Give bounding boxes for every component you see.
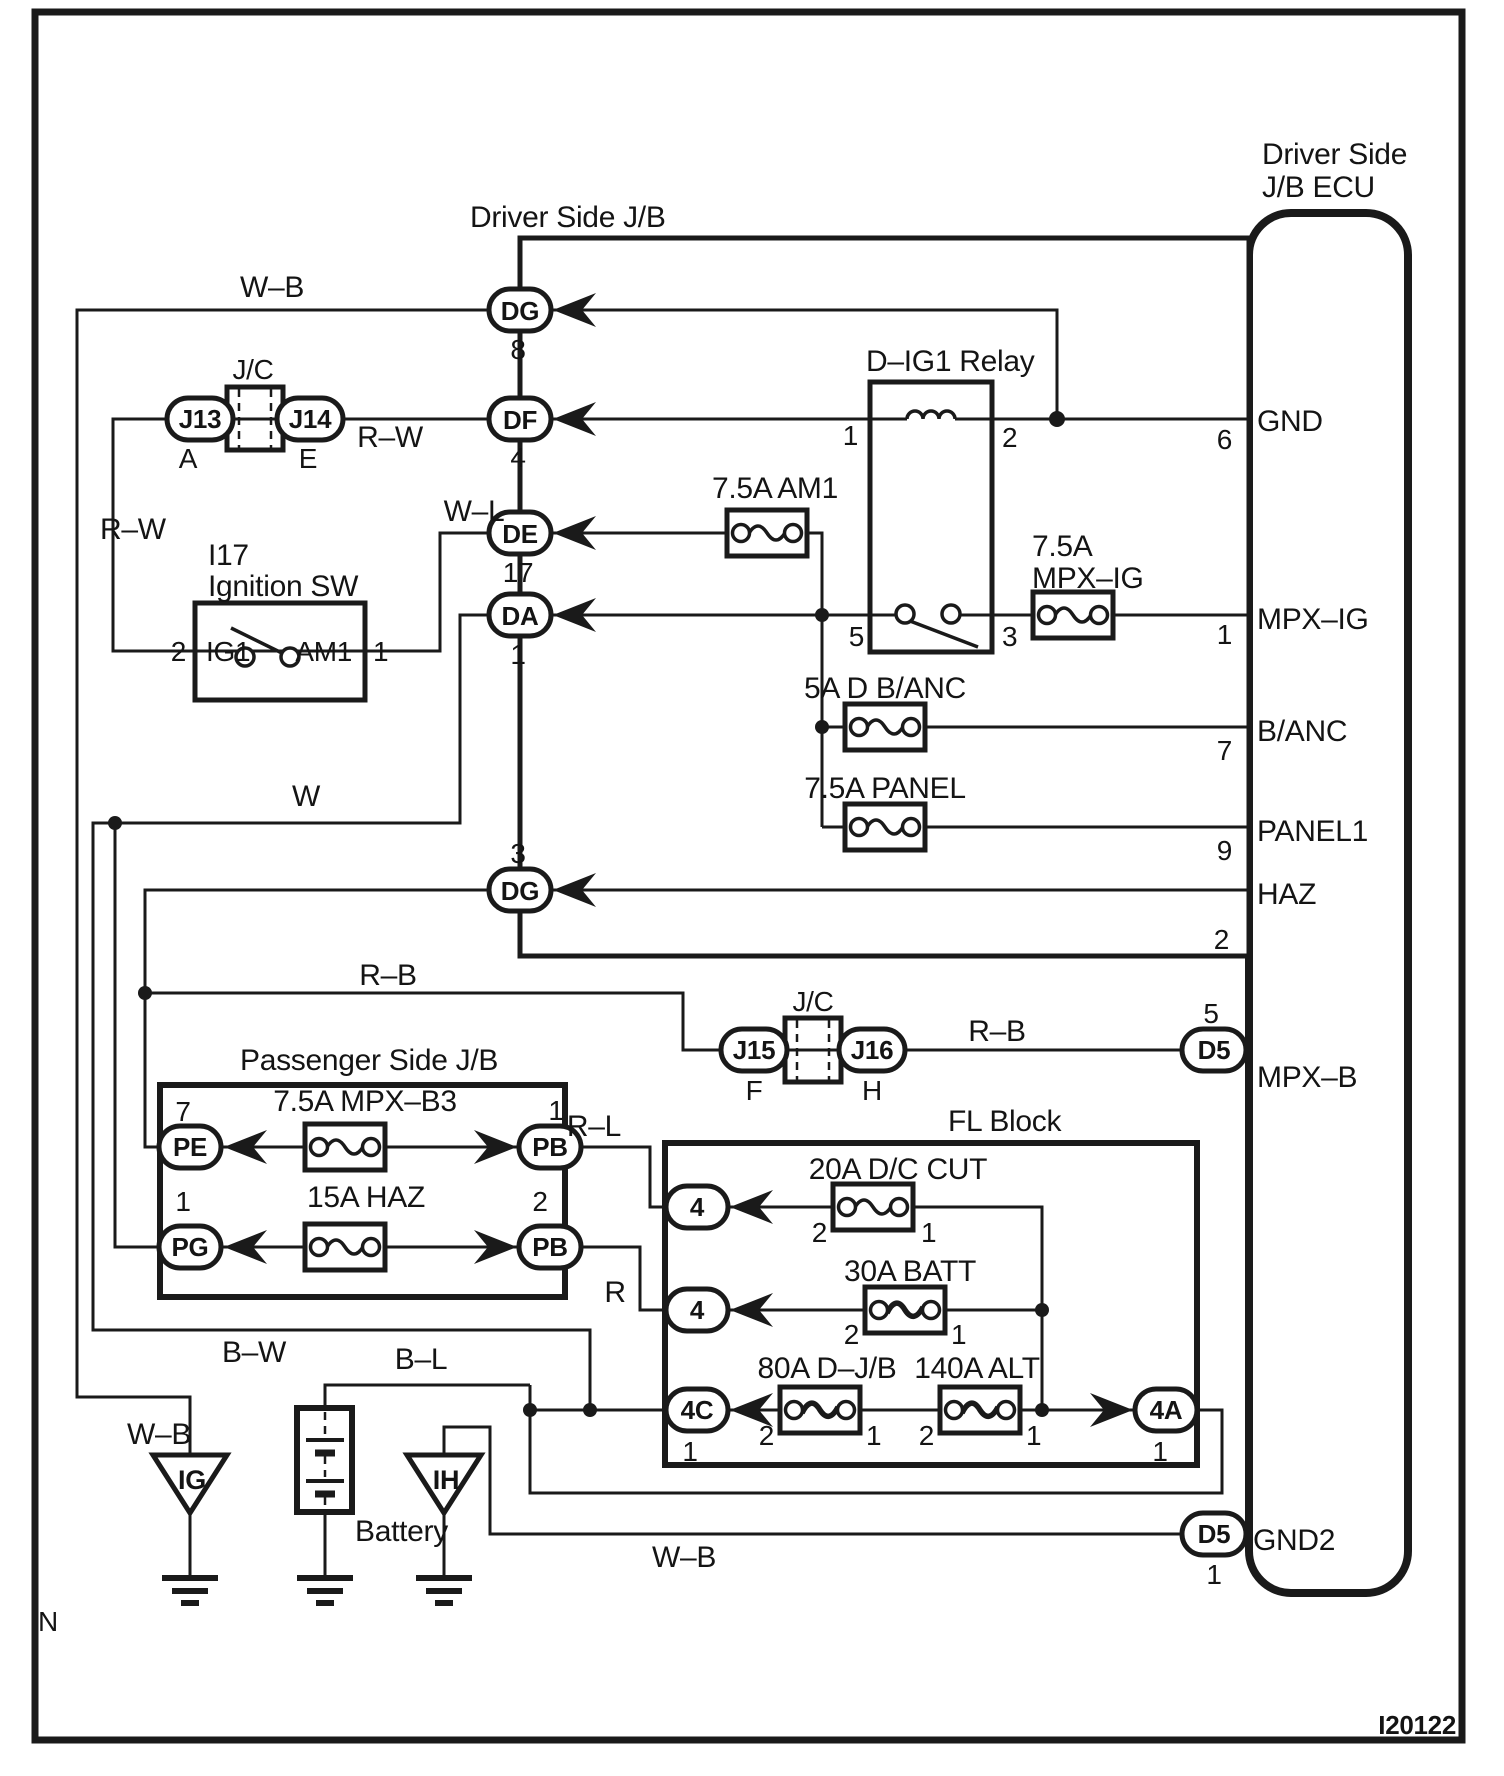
fuse-end [851,719,868,736]
fuse-dc-cut-pin-1: 1 [921,1217,937,1248]
fuse-dc-cut-pin-2: 2 [811,1217,827,1248]
connector-j15-label: J15 [732,1035,776,1065]
fuse-alt-pin-1: 1 [1026,1420,1042,1451]
jc-lower [785,1018,841,1082]
fuse-b-anc-label: 5A D B/ANC [803,672,967,705]
junction-dot [815,608,829,622]
fuse-end [946,1402,963,1419]
fuse-end [871,1302,888,1319]
fuse-end [903,719,920,736]
wire-r-l-row [221,1147,666,1207]
connector-4a-num: 1 [1152,1436,1168,1467]
jc-lower-title: J/C [792,986,834,1017]
fuse-panel-label: 7.5A PANEL [804,772,966,805]
fuse-batt-pin-1: 1 [951,1319,967,1350]
ecu-pin-num-mpx-ig: 1 [1216,619,1232,650]
fuse-end [891,1199,908,1216]
fuse-end [363,1239,380,1256]
fuse-end [1091,607,1108,624]
junction-dot [1035,1303,1049,1317]
diagram-id-code: I20122 [1378,1710,1456,1740]
ecu-pin-num-gnd: 6 [1216,424,1232,455]
ecu-title-line2: J/B ECU [1262,171,1375,204]
connector-j16-pin: H [862,1075,882,1106]
connector-pb2-label: PB [532,1232,568,1262]
connector-pg-label: PG [171,1232,209,1262]
battery [297,1408,352,1512]
corner-letter: N [38,1606,58,1637]
ignition-pin-1: 1 [373,636,389,667]
connector-j14-label: J14 [288,404,332,434]
connector-4-lower-label: 4 [689,1295,705,1325]
junction-dot [1049,411,1065,427]
fuse-end [785,525,802,542]
fuse-7-5a-panel [845,804,925,850]
ignition-name: Ignition SW [208,570,359,603]
fuse-end [903,819,920,836]
wire-w-bw-branch [93,615,590,1410]
connector-df4-label: DF [502,405,538,435]
connector-de17-label: DE [502,519,538,549]
ecu-pin-num-haz: 2 [1213,924,1229,955]
ecu-pin-num-panel1: 9 [1216,835,1232,866]
junction-dot [1035,1403,1049,1417]
d-ig1-relay [870,382,992,652]
fuse-end [838,1402,855,1419]
wire-label-bl: B–L [394,1343,448,1376]
relay-box [870,382,992,652]
connector-pb2-num: 2 [532,1186,548,1217]
fuse-d-jb-pin-2: 2 [758,1420,774,1451]
ground-symbol [416,1578,472,1603]
ecu-pin-num-b-anc: 7 [1216,735,1232,766]
wire-label-rb-left: R–B [359,959,417,992]
connector-de17-num: 17 [502,557,534,588]
connector-dg8-num: 8 [510,334,526,365]
fuse-d-jb-label: 80A D–J/B [757,1352,897,1385]
connector-pb1-label: PB [532,1132,568,1162]
ecu-pin-num-mpx-b: 5 [1203,998,1219,1029]
ignition-pin-2: 2 [170,636,186,667]
fuse-batt-label: 30A BATT [843,1255,977,1288]
wire-label-rl: R–L [566,1110,622,1143]
fuse-end [733,525,750,542]
connector-pe-num: 7 [175,1096,191,1127]
connector-j14-pin: E [298,443,318,474]
fuse-dc-cut-label: 20A D/C CUT [808,1153,988,1186]
connector-pg-num: 1 [175,1186,191,1217]
fusible-link-80a-d-jb [780,1387,860,1433]
fuse-end [786,1402,803,1419]
fuse-end [311,1139,328,1156]
ecu-pin-label-b-anc: B/ANC [1257,715,1348,748]
jc-upper-title: J/C [232,354,274,385]
relay-pin-2: 2 [1002,422,1018,453]
fuse-d-jb-pin-1: 1 [866,1420,882,1451]
fl-block-title: FL Block [948,1105,1062,1138]
ecu-pin-label-haz: HAZ [1257,878,1317,911]
ecu-pin-label-mpx-ig: MPX–IG [1257,603,1369,636]
fuse-end [363,1139,380,1156]
connector-da1-num: 1 [510,639,526,670]
fuse-mpx-ig-label2: MPX–IG [1032,562,1144,595]
connector-4c-num: 1 [682,1436,698,1467]
wire-label-bw: B–W [221,1336,287,1369]
ih-ground-label: IH [432,1465,460,1495]
connector-d5-gnd2-label: D5 [1197,1519,1231,1549]
relay-pin-3: 3 [1002,621,1018,652]
ground-symbols [162,1578,472,1603]
fuse-alt-pin-2: 2 [918,1420,934,1451]
fuse-mpx-b3-label: 7.5A MPX–B3 [273,1085,457,1118]
driver-jb-title: Driver Side J/B [470,201,666,234]
fuse-haz-label: 15A HAZ [307,1181,425,1214]
battery-label: Battery [355,1515,448,1548]
junction-dot [583,1403,597,1417]
connector-4c-label: 4C [680,1395,714,1425]
connector-dg3-label: DG [500,876,540,906]
fuse-7-5a-mpx-b3 [305,1124,385,1170]
wire-label-w: W [291,780,321,813]
ecu-pin-num-gnd2: 1 [1206,1559,1222,1590]
wire-label-rb-right: R–B [968,1015,1026,1048]
fuse-20a-dc-cut [833,1184,913,1230]
ground-symbol [162,1578,218,1603]
wire-w-b-gnd2 [444,1427,1183,1534]
ignition-ref: I17 [208,539,249,572]
connector-df4-num: 4 [510,442,526,473]
connector-4a-label: 4A [1149,1395,1183,1425]
ecu-pin-label-gnd2: GND2 [1253,1524,1336,1557]
wire-label-rw-top: R–W [357,421,423,454]
ecu-pin-label-gnd: GND [1257,405,1323,438]
connector-j16-label: J16 [850,1035,894,1065]
fuse-end [311,1239,328,1256]
ecu-pin-label-mpx-b: MPX–B [1257,1061,1358,1094]
connector-pb1-num: 1 [548,1095,564,1126]
fuse-7-5a-mpx-ig [1033,592,1113,638]
connector-da1-label: DA [501,601,539,631]
connector-dg3-num: 3 [510,838,526,869]
junction-dot [138,986,152,1000]
fusible-link-30a-batt [865,1287,945,1333]
connector-pe-label: PE [172,1132,208,1162]
fuse-5a-d-b-anc [845,704,925,750]
junction-dot [815,720,829,734]
connector-j15-pin: F [745,1075,763,1106]
ignition-terminal-ig1: IG1 [206,636,251,667]
fuse-mpx-ig-label1: 7.5A [1032,530,1093,563]
fuse-am1-label: 7.5A AM1 [711,472,839,505]
connector-j13-pin: A [178,443,198,474]
wire-label-wl: W–L [443,495,505,528]
junction-dot [108,816,122,830]
wire-label-r: R [604,1276,626,1309]
fuse-end [923,1302,940,1319]
relay-pin-1: 1 [842,420,858,451]
relay-pin-5: 5 [848,621,864,652]
fuse-7-5a-am1 [727,510,807,556]
fuse-batt-pin-2: 2 [843,1319,859,1350]
ecu-pin-label-panel1: PANEL1 [1257,815,1369,848]
passenger-jb-title: Passenger Side J/B [240,1044,499,1077]
wire-label-wb-gnd2: W–B [651,1541,717,1574]
wire-label-wb-top: W–B [239,271,305,304]
wire-label-rw-left: R–W [100,513,166,546]
ig-ground-label: IG [178,1465,206,1495]
ecu-title-line1: Driver Side [1262,138,1408,171]
connector-d5-mpxb-label: D5 [1197,1035,1231,1065]
connector-4-upper-label: 4 [689,1192,705,1222]
relay-title: D–IG1 Relay [866,345,1035,378]
fuse-alt-label: 140A ALT [914,1352,1040,1385]
fuse-end [839,1199,856,1216]
ignition-terminal-am1: AM1 [295,636,352,667]
fuse-end [1039,607,1056,624]
relay-contact-point [896,605,914,623]
connector-dg8-label: DG [500,296,540,326]
junction-dot [523,1403,537,1417]
fuse-end [851,819,868,836]
fusible-link-140a-alt [940,1387,1020,1433]
connector-j13-label: J13 [178,404,222,434]
wire-r-row [221,1247,666,1310]
wire-label-wb-ig: W–B [126,1418,192,1451]
fuse-end [998,1402,1015,1419]
relay-contact-point [942,605,960,623]
fuse-15a-haz [305,1224,385,1270]
ground-symbol [297,1578,353,1603]
